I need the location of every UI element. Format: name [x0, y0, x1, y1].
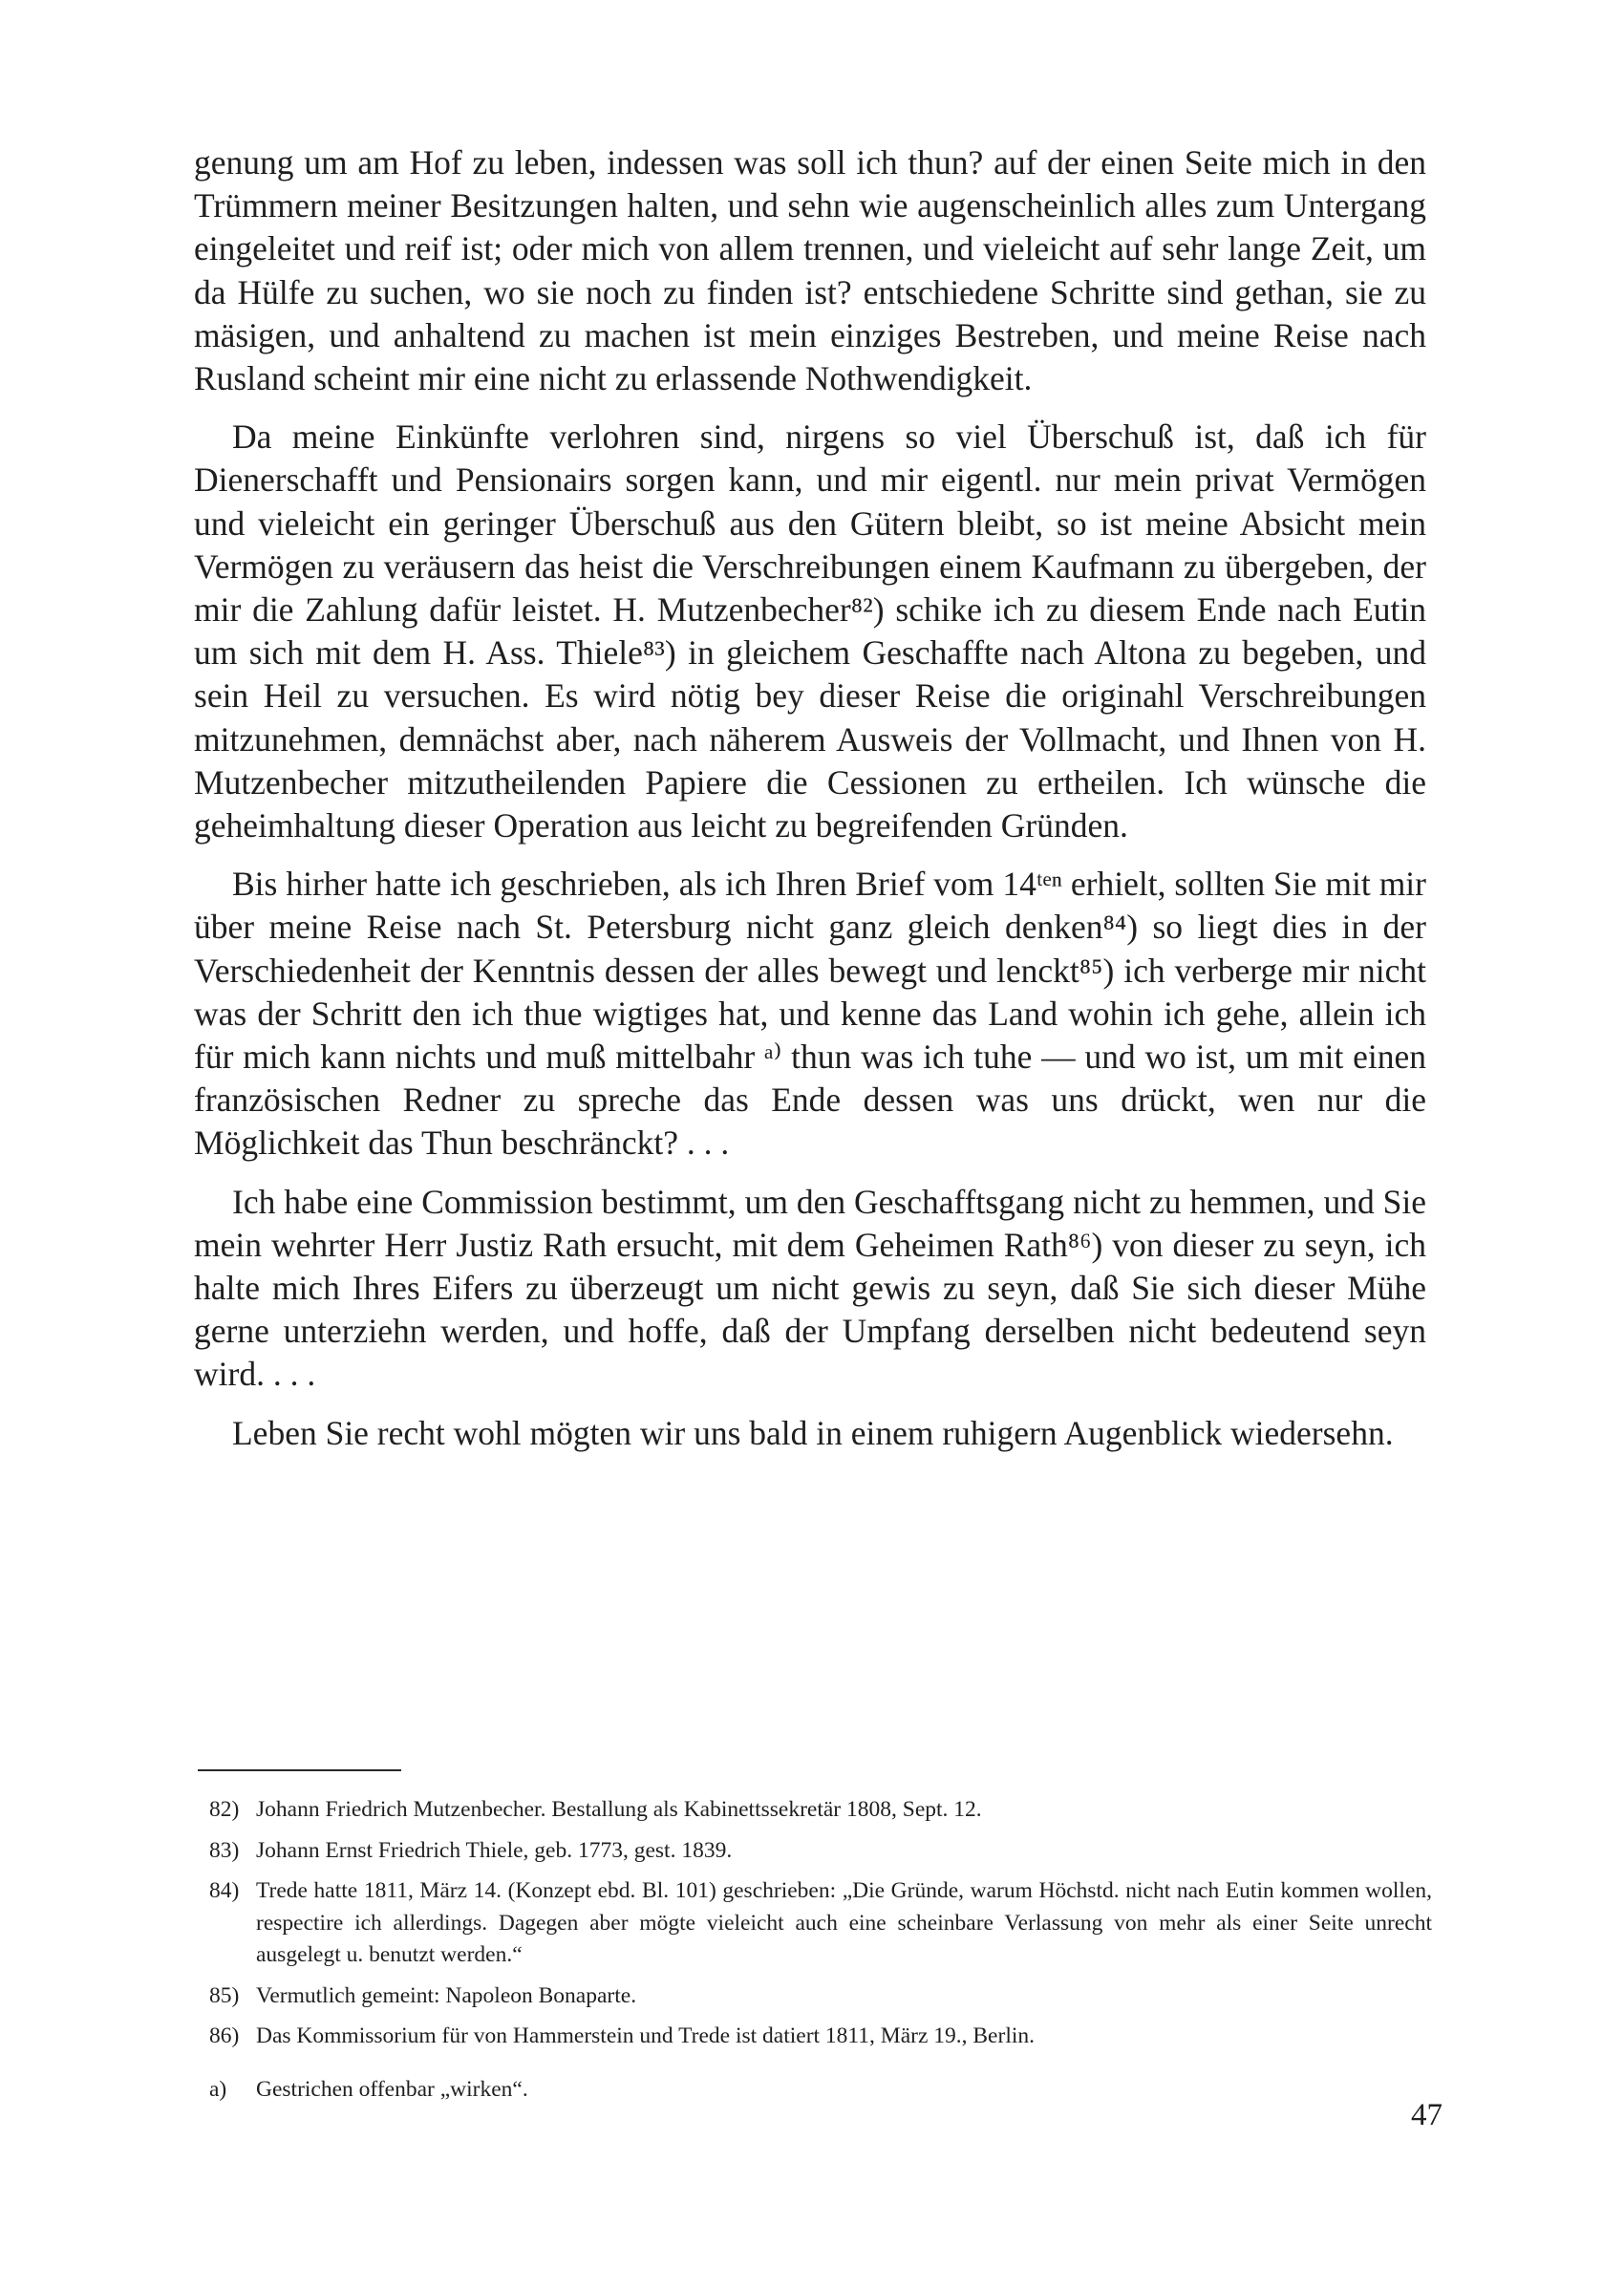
footnote-text: Johann Ernst Friedrich Thiele, geb. 1773, gest. 1839. [256, 1837, 733, 1863]
footnote-86 [209, 2021, 1432, 2053]
body-text [194, 141, 1426, 1470]
paragraph-3: Bis hirher hatte ich geschrieben, als ich Ihren Brief vom 14ᵗᵉⁿ erhielt, sollten Sie mit mir über meine Reise nach St. Petersburg nicht ganz gleich denken⁸⁴) so liegt dies in der Verschiedenheit der Kenntnis dessen der alles bewegt und lenckt⁸⁵) ich verberge mir nicht was der Schritt den ich thue wigtiges hat, und kenne das Land wohin ich gehe, allein ich für mich kann nichts und muß mittelbahr ᵃ⁾ thun was ich tuhe — und wo ist, um mit einen französischen Redner zu spreche das Ende dessen was uns drückt, wen nur die Möglichkeit das Thun beschränckt? . . . [194, 865, 1426, 1163]
paragraph-2: Da meine Einkünfte verlohren sind, nirgens so viel Überschuß ist, daß ich für Dienerschafft und Pensionairs sorgen kann, und mir eigentl. nur mein privat Vermögen und vieleicht ein geringer Überschuß aus den Gütern bleibt, so ist meine Absicht mein Vermögen zu veräusern das heist die Verschreibungen einem Kaufmann zu übergeben, der mir die Zahlung dafür leistet. H. Mutzenbecher⁸²) schike ich zu diesem Ende nach Eutin um sich mit dem H. Ass. Thiele⁸³) in gleichem Geschaffte nach Altona zu begeben, und sein Heil zu versuchen. Es wird nötig bey dieser Reise die originahl Verschreibungen mitzunehmen, demnächst aber, nach näherem Ausweis der Vollmacht, und Ihnen von H. Mutzenbecher mitzutheilenden Papiere die Cessionen zu ertheilen. Ich wünsche die geheimhaltung dieser Operation aus leicht zu begreifenden Gründen. [194, 417, 1426, 845]
footnotes [209, 1794, 1432, 2114]
footnote-84 [209, 1875, 1432, 1972]
footnote-83 [209, 1835, 1432, 1868]
footnote-text: Vermutlich gemeint: Napoleon Bonaparte. [256, 1982, 637, 2008]
footnote-text: Trede hatte 1811, März 14. (Konzept ebd. Bl. 101) geschrieben: „Die Gründe, warum Höchstd. nicht nach Eutin kommen wollen, respectire ich allerdings. Dagegen aber mögte vieleicht auch eine scheinbare Verlassung von mehr als einer Seite unrecht ausgelegt u. benutzt werden.“ [256, 1878, 1432, 1967]
footnote-82 [209, 1794, 1432, 1827]
footnote-85 [209, 1980, 1432, 2013]
footnote-mark: 83) [209, 1837, 240, 1863]
annotation-text: Gestrichen offenbar „wirken“. [256, 2076, 528, 2102]
footnote-mark: 84) [209, 1878, 240, 1903]
footnote-mark: 82) [209, 1797, 240, 1822]
paragraph-4: Ich habe eine Commission bestimmt, um den Geschafftsgang nicht zu hemmen, und Sie mein wehrter Herr Justiz Rath ersucht, mit dem Geheimen Rath⁸⁶) von dieser zu seyn, ich halte mich Ihres Eifers zu überzeugt um nicht gewis zu seyn, daß Sie sich dieser Mühe gerne unterziehn werden, und hoffe, daß der Umpfang derselben nicht bedeutend seyn wird. . . . [194, 1182, 1426, 1394]
footnote-mark: 86) [209, 2023, 240, 2048]
page-number: 47 [1411, 2098, 1442, 2132]
footnote-separator [198, 1769, 401, 1771]
paragraph-1: genung um am Hof zu leben, indessen was soll ich thun? auf der einen Seite mich in den Trümmern meiner Besitzungen halten, und sehn wie augenscheinlich alles zum Untergang eingeleitet und reif ist; oder mich von allem trennen, und vieleicht auf sehr lange Zeit, um da Hülfe zu suchen, wo sie noch zu finden ist? entschiedene Schritte sind gethan, sie zu mäsigen, und anhaltend zu machen ist mein einziges Bestreben, und meine Reise nach Rusland scheint mir eine nicht zu erlassende Nothwendigkeit. [194, 143, 1426, 398]
paragraph-5: Leben Sie recht wohl mögten wir uns bald in einem ruhigern Augenblick wiedersehn. [232, 1413, 1394, 1452]
footnote-text: Johann Friedrich Mutzenbecher. Bestallung als Kabinettssekretär 1808, Sept. 12. [256, 1797, 982, 1822]
footnote-text: Das Kommissorium für von Hammerstein und Trede ist datiert 1811, März 19., Berlin. [256, 2023, 1035, 2048]
annotation-mark: a) [209, 2076, 227, 2102]
footnote-mark: 85) [209, 1982, 240, 2008]
annotation-a [209, 2074, 1432, 2107]
